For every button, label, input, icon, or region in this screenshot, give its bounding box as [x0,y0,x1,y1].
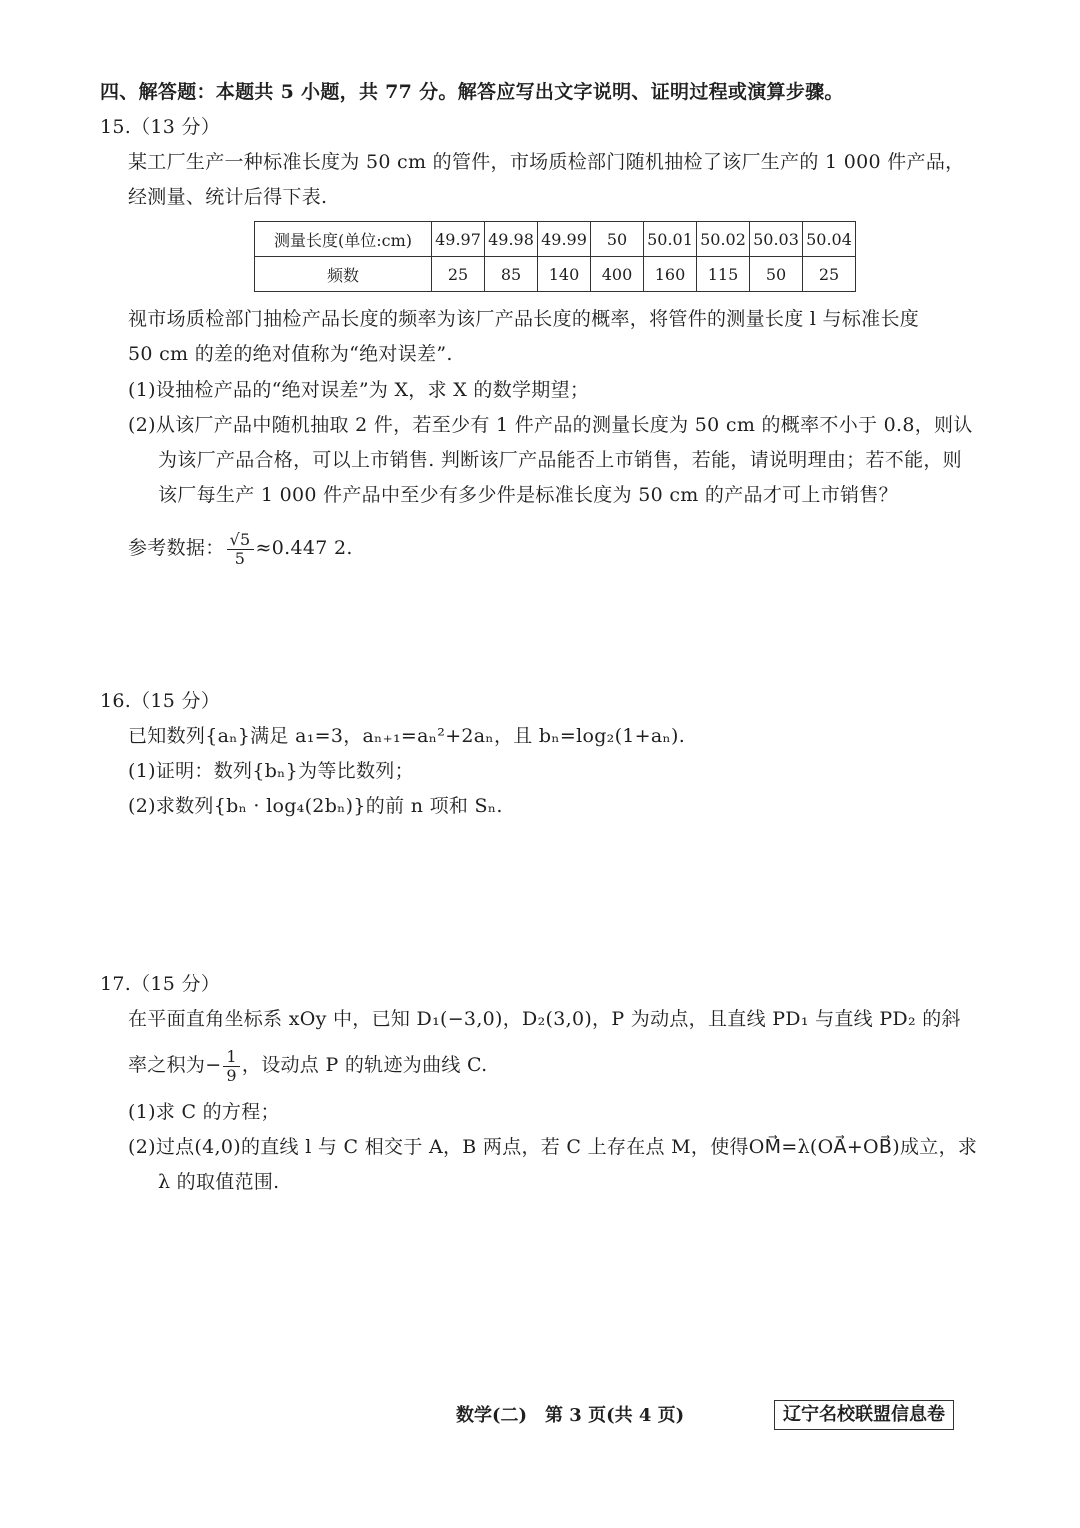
slope-product-text: 率之积为− [128,1054,222,1076]
question-15-part-2-line-2: 为该厂产品合格，可以上市销售. 判断该厂产品能否上市销售，若能，请说明理由；若不能，则 [158,449,962,471]
question-15-text-line-4: 50 cm 的差的绝对值称为“绝对误差”. [128,343,453,365]
table-cell-frequency: 25 [432,257,485,292]
table-cell-frequency: 400 [591,257,644,292]
measurement-table [254,221,856,292]
table-header-frequency: 频数 [255,257,432,292]
table-cell-length: 49.99 [538,222,591,257]
table-header-length: 测量长度(单位:cm) [255,222,432,257]
question-17-part-2-line-2: λ 的取值范围. [158,1171,280,1193]
reference-data-value: ≈0.447 2. [255,537,353,559]
question-17-part-1: (1)求 C 的方程； [128,1101,280,1123]
one-ninth-fraction [223,1048,239,1085]
fraction-denominator: 9 [226,1065,237,1085]
question-17-statement-line-1: 在平面直角坐标系 xOy 中，已知 D₁(−3,0)，D₂(3,0)，P 为动点，且直线 PD₁ 与直线 PD₂ 的斜 [128,1008,961,1030]
reference-data-label: 参考数据： [128,537,225,559]
table-cell-length: 50.03 [750,222,803,257]
question-16-part-2: (2)求数列{bₙ · log₄(2bₙ)}的前 n 项和 Sₙ. [128,795,503,817]
table-cell-frequency: 160 [644,257,697,292]
question-15-part-1: (1)设抽检产品的“绝对误差”为 X，求 X 的数学期望； [128,379,590,401]
table-cell-frequency: 140 [538,257,591,292]
sqrt5-over-5-fraction [227,531,254,568]
table-cell-length: 50.01 [644,222,697,257]
question-17-statement-line-2 [128,1043,488,1087]
table-cell-length: 50 [591,222,644,257]
fraction-numerator: 1 [223,1048,239,1067]
table-row-lengths [255,222,856,257]
question-15-intro-line-2: 经测量、统计后得下表. [128,186,328,208]
table-cell-frequency: 25 [803,257,856,292]
table-cell-length: 50.04 [803,222,856,257]
brand-stamp: 辽宁名校联盟信息卷 [774,1400,954,1430]
question-17-number: 17.（15 分） [100,973,221,995]
question-15-intro-line-1: 某工厂生产一种标准长度为 50 cm 的管件，市场质检部门随机抽检了该厂生产的 1 000 件产品， [128,151,965,173]
table-cell-length: 50.02 [697,222,750,257]
reference-data [128,528,353,568]
section-header: 四、解答题：本题共 5 小题，共 77 分。解答应写出文字说明、证明过程或演算步骤。 [100,81,844,103]
question-15-part-2-line-3: 该厂每生产 1 000 件产品中至少有多少件是标准长度为 50 cm 的产品才可上市销售？ [158,484,898,506]
page-number-footer: 数学(二) 第 3 页(共 4 页) [456,1405,685,1426]
question-16-part-1: (1)证明：数列{bₙ}为等比数列； [128,760,414,782]
curve-definition-text: ，设动点 P 的轨迹为曲线 C. [241,1054,488,1076]
table-cell-length: 49.98 [485,222,538,257]
question-15-text-line-3: 视市场质检部门抽检产品长度的频率为该厂产品长度的概率，将管件的测量长度 l 与标准长度 [128,308,920,330]
table-cell-frequency: 115 [697,257,750,292]
table-row-frequency [255,257,856,292]
table-cell-frequency: 85 [485,257,538,292]
question-15-number: 15.（13 分） [100,116,221,138]
table-cell-length: 49.97 [432,222,485,257]
question-17-part-2-line-1: (2)过点(4,0)的直线 l 与 C 相交于 A，B 两点，若 C 上存在点 M，使得OM⃗=λ(OA⃗+OB⃗)成立，求 [128,1136,978,1158]
question-16-statement: 已知数列{aₙ}满足 a₁=3，aₙ₊₁=aₙ²+2aₙ，且 bₙ=log₂(1+aₙ). [128,725,686,747]
fraction-numerator: √5 [227,531,254,550]
table-cell-frequency: 50 [750,257,803,292]
fraction-denominator: 5 [234,548,246,568]
question-16-number: 16.（15 分） [100,690,221,712]
question-15-part-2-line-1: (2)从该厂产品中随机抽取 2 件，若至少有 1 件产品的测量长度为 50 cm 的概率不小于 0.8，则认 [128,414,973,436]
